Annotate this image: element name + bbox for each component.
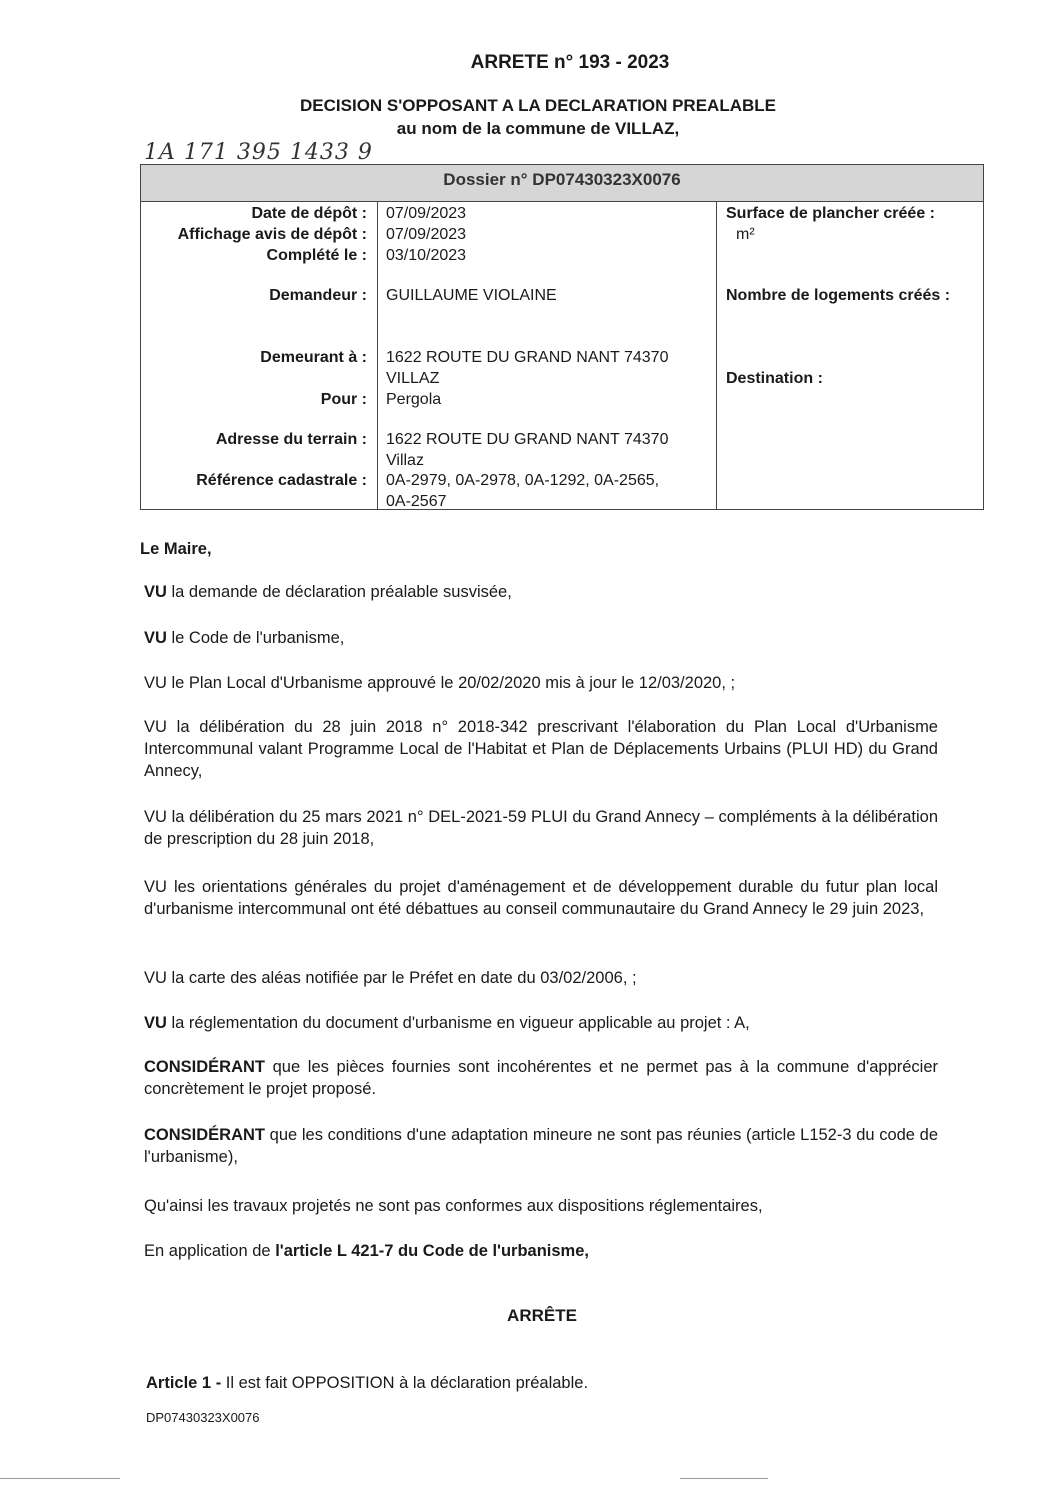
decision-title: DECISION S'OPPOSANT A LA DECLARATION PREALABLE: [300, 96, 776, 115]
paragraph-considerant-adaptation: CONSIDÉRANT que les conditions d'une adaptation mineure ne sont pas réunies (article L152-3 du code de l'urbanisme),: [144, 1126, 938, 1166]
paragraph-vu-deliberation-2018: VU la délibération du 28 juin 2018 n° 2018-342 prescrivant l'élaboration du Plan Local d'Urbanisme Intercommunal valant Programme Local de l'Habitat et Plan de Déplacements Urbains (PLUI HD) du Grand Annecy,: [144, 718, 938, 780]
label-date-depot: Date de dépôt :: [251, 205, 367, 222]
label-destination: Destination :: [726, 370, 823, 387]
paragraph-travaux-non-conformes: Qu'ainsi les travaux projetés ne sont pas conformes aux dispositions réglementaires,: [144, 1197, 763, 1215]
value-pour: Pergola: [386, 391, 442, 408]
dossier-heading: Dossier n° DP07430323X0076: [141, 165, 983, 202]
paragraph-vu-plu: VU le Plan Local d'Urbanisme approuvé le 20/02/2020 mis à jour le 12/03/2020, ;: [144, 674, 736, 692]
label-adresse-terrain: Adresse du terrain :: [215, 431, 367, 448]
label-reference-cadastrale: Référence cadastrale :: [196, 472, 367, 489]
arrete-title: ARRETE n° 193 - 2023: [470, 52, 670, 73]
paragraph-considerant-pieces: CONSIDÉRANT que les pièces fournies sont incohérentes et ne permet pas à la commune d'apprécier concrètement le projet proposé.: [144, 1058, 938, 1098]
paragraph-vu-code: VU le Code de l'urbanisme,: [144, 629, 345, 647]
value-demeurant-line1: 1622 ROUTE DU GRAND NANT 74370: [386, 349, 669, 366]
label-complete: Complété le :: [266, 247, 367, 264]
label-pour: Pour :: [320, 391, 367, 408]
article-1: Article 1 - Il est fait OPPOSITION à la déclaration préalable.: [146, 1374, 589, 1392]
value-surface-unit: m²: [736, 226, 755, 243]
label-demandeur: Demandeur :: [269, 287, 367, 304]
paragraph-vu-carte-aleas: VU la carte des aléas notifiée par le Préfet en date du 03/02/2006, ;: [144, 969, 637, 987]
paragraph-vu-orientations: VU les orientations générales du projet d'aménagement et de développement durable du futur plan local d'urbanisme intercommunal ont été débattues au conseil communautaire du Grand Annecy le 29 juin 2023,: [144, 878, 938, 918]
value-demandeur: GUILLAUME VIOLAINE: [386, 287, 557, 304]
column-divider: [716, 201, 717, 509]
handwritten-reference: 1A 171 395 1433 9: [144, 140, 373, 165]
value-affichage: 07/09/2023: [386, 226, 467, 243]
paragraph-application-article: En application de l'article L 421-7 du Code de l'urbanisme,: [144, 1242, 589, 1260]
value-adresse-line1: 1622 ROUTE DU GRAND NANT 74370: [386, 431, 669, 448]
paragraph-vu-deliberation-2021: VU la délibération du 25 mars 2021 n° DEL-2021-59 PLUI du Grand Annecy – compléments à la délibération de prescription du 28 juin 2018,: [144, 808, 938, 848]
value-reference-line2: 0A-2567: [386, 493, 447, 510]
right-column: [726, 201, 983, 509]
value-column: [386, 201, 716, 509]
column-divider: [377, 201, 378, 509]
bottom-rule: [680, 1478, 768, 1479]
value-date-depot: 07/09/2023: [386, 205, 467, 222]
label-demeurant: Demeurant à :: [260, 349, 367, 366]
arrete-heading: ARRÊTE: [507, 1306, 577, 1325]
value-complete: 03/10/2023: [386, 247, 467, 264]
label-affichage: Affichage avis de dépôt :: [177, 226, 367, 243]
value-adresse-line2: Villaz: [386, 452, 424, 469]
footer-reference: DP07430323X0076: [146, 1410, 260, 1425]
label-surface-plancher: Surface de plancher créée :: [726, 205, 935, 222]
value-reference-line1: 0A-2979, 0A-2978, 0A-1292, 0A-2565,: [386, 472, 660, 489]
bottom-rule: [0, 1478, 120, 1479]
label-nombre-logements: Nombre de logements créés :: [726, 287, 951, 304]
le-maire: Le Maire,: [140, 540, 212, 558]
label-column: [141, 201, 367, 509]
value-demeurant-line2: VILLAZ: [386, 370, 440, 387]
paragraph-vu-demande: VU la demande de déclaration préalable susvisée,: [144, 583, 512, 601]
paragraph-vu-reglementation: VU la réglementation du document d'urbanisme en vigueur applicable au projet : A,: [144, 1014, 750, 1032]
commune-line: au nom de la commune de VILLAZ,: [396, 119, 680, 138]
dossier-table: [140, 164, 984, 510]
